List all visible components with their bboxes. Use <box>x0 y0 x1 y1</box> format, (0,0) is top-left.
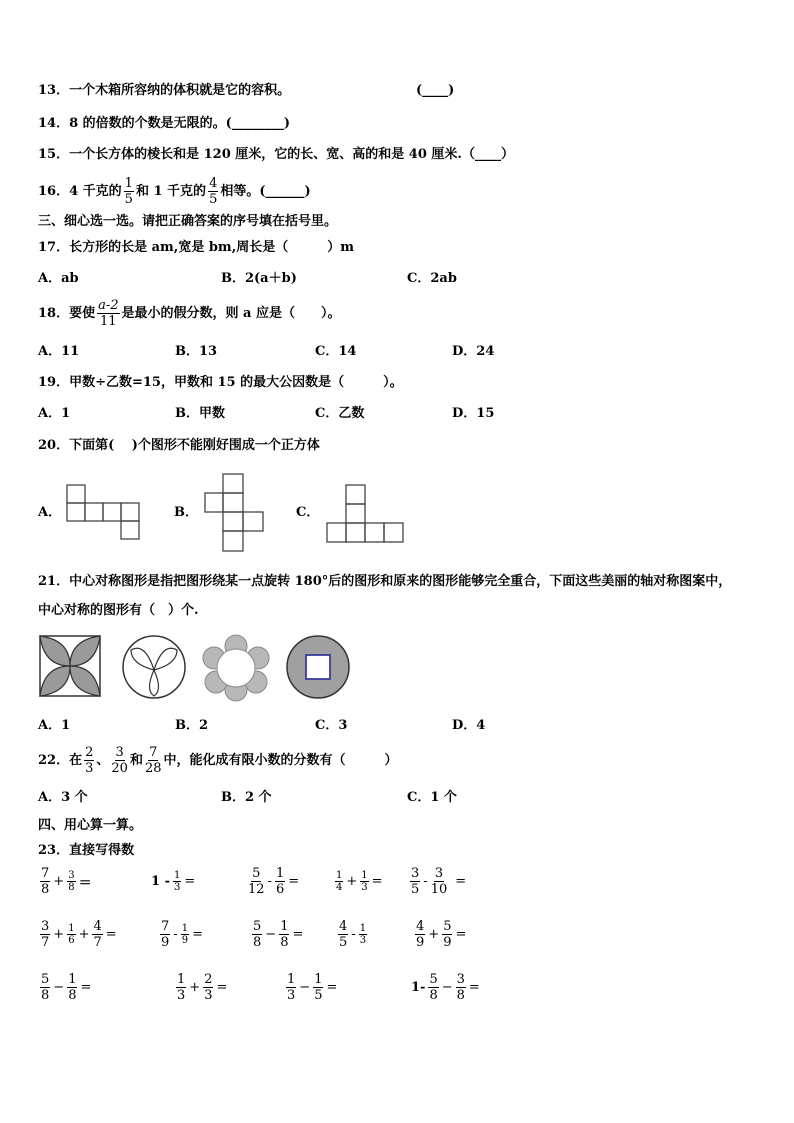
operator: − <box>53 980 65 995</box>
fraction <box>252 919 262 950</box>
question-text: 是最小的假分数，则 a 应是（ ）。 <box>121 305 341 321</box>
option-a: A．1 <box>38 406 71 421</box>
fraction <box>360 870 368 893</box>
denominator: 5 <box>339 935 348 950</box>
operator: 1 - <box>151 874 170 889</box>
operator: − <box>299 980 311 995</box>
option-d: D．15 <box>452 406 495 421</box>
question-text: 13．一个木箱所容纳的体积就是它的容积。 <box>38 83 291 98</box>
numerator: 1 <box>287 972 296 987</box>
operator: = <box>184 874 196 889</box>
numerator: 1 <box>68 923 75 934</box>
fraction <box>442 919 452 950</box>
question-21-line-2: 中心对称的图形有（ ）个. <box>38 603 199 618</box>
option-c: C．2ab <box>407 271 457 286</box>
fraction <box>67 972 77 1003</box>
fraction <box>40 866 50 897</box>
operator: + <box>346 874 358 889</box>
denominator: 8 <box>68 882 75 893</box>
fraction <box>145 745 162 776</box>
operator: = <box>80 980 92 995</box>
numerator: 3 <box>41 919 50 934</box>
fraction <box>160 919 170 950</box>
fraction <box>92 919 102 950</box>
numerator: 4 <box>209 176 218 191</box>
cube-net-a <box>66 484 142 540</box>
calc-expression <box>150 870 196 893</box>
option-a: A．1 <box>38 718 71 733</box>
calc-expression <box>284 972 338 1003</box>
numerator: 1 <box>314 972 323 987</box>
numerator: 3 <box>68 870 75 881</box>
denominator: 7 <box>41 935 50 950</box>
calc-expression <box>413 919 467 950</box>
numerator: 1 <box>177 972 186 987</box>
denominator: 8 <box>41 988 50 1003</box>
denominator: 5 <box>124 192 133 207</box>
calc-expression <box>336 919 369 950</box>
numerator: 3 <box>115 745 124 760</box>
numerator: 7 <box>149 745 158 760</box>
operator: ＝ <box>78 876 92 891</box>
numerator: 7 <box>161 919 170 934</box>
fraction <box>181 923 189 946</box>
three-petal-circle-figure <box>121 634 187 700</box>
denominator: 12 <box>248 882 265 897</box>
question-18 <box>38 298 341 329</box>
calc-expression <box>410 972 481 1003</box>
fraction <box>431 866 448 897</box>
question-text: 、 <box>96 752 110 768</box>
denominator: 8 <box>68 988 77 1003</box>
section-heading-3: 三、细心选一选。请把正确答案的序号填在括号里。 <box>38 214 338 229</box>
numerator: 2 <box>85 745 94 760</box>
operator: = <box>468 980 480 995</box>
operator: + <box>189 980 201 995</box>
option-b: B．2 个 <box>221 790 272 805</box>
calc-expression <box>250 919 304 950</box>
four-petal-square-figure <box>38 634 102 698</box>
operator: + <box>78 927 90 942</box>
option-b: B． <box>174 505 198 520</box>
denominator: 3 <box>85 761 94 776</box>
question-20: 20．下面第( )个图形不能刚好围成一个正方体 <box>38 438 320 453</box>
operator: - <box>173 927 178 942</box>
numerator: 5 <box>252 866 261 881</box>
option-b: B．甲数 <box>175 406 225 421</box>
question-19: 19．甲数÷乙数=15，甲数和 15 的最大公因数是（ ）。 <box>38 375 403 390</box>
fraction <box>40 919 50 950</box>
fraction <box>124 176 134 207</box>
numerator: 1 <box>336 870 343 881</box>
question-text: 18．要使 <box>38 305 96 321</box>
question-16 <box>38 176 311 207</box>
fraction <box>67 870 75 893</box>
question-23-title: 23．直接写得数 <box>38 843 135 858</box>
answer-blank: (____) <box>416 83 455 98</box>
option-d: D．4 <box>452 718 486 733</box>
numerator: 3 <box>456 972 465 987</box>
numerator: 4 <box>339 919 348 934</box>
numerator: 3 <box>411 866 420 881</box>
fraction <box>428 972 438 1003</box>
calc-expression <box>408 866 467 897</box>
operator: = <box>455 874 467 889</box>
denominator: 4 <box>336 882 343 893</box>
option-b: B．2 <box>175 718 209 733</box>
fraction <box>338 919 348 950</box>
operator: = <box>288 874 300 889</box>
numerator: 5 <box>253 919 262 934</box>
numerator: 5 <box>443 919 452 934</box>
question-13 <box>38 83 455 99</box>
denominator: 11 <box>100 314 117 329</box>
denominator: 20 <box>111 761 128 776</box>
denominator: 9 <box>416 935 425 950</box>
fraction <box>286 972 296 1003</box>
denominator: 9 <box>161 935 170 950</box>
option-c: C．1 个 <box>407 790 457 805</box>
fraction <box>84 745 94 776</box>
numerator: 1 <box>280 919 289 934</box>
coin-square-hole-figure <box>285 634 351 700</box>
denominator: 9 <box>443 935 452 950</box>
operator: + <box>428 927 440 942</box>
numerator: 5 <box>429 972 438 987</box>
question-21-line-1: 21．中心对称图形是指把图形绕某一点旋转 180°后的图形和原来的图形能够完全重合，下面这些美丽的轴对称图案中， <box>38 574 732 589</box>
operator: = <box>371 874 383 889</box>
cube-net-b <box>204 473 266 553</box>
denominator: 5 <box>411 882 420 897</box>
numerator: 5 <box>41 972 50 987</box>
option-a: A．ab <box>38 271 79 286</box>
numerator: 1 <box>361 870 368 881</box>
calc-expression <box>158 919 204 950</box>
denominator: 3 <box>204 988 213 1003</box>
question-text: 22．在 <box>38 752 83 768</box>
operator: = <box>455 927 467 942</box>
denominator: 3 <box>177 988 186 1003</box>
operator: = <box>292 927 304 942</box>
numerator: a-2 <box>98 298 119 313</box>
fraction <box>203 972 213 1003</box>
operator: − <box>265 927 277 942</box>
question-15: 15．一个长方体的棱长和是 120 厘米，它的长、宽、高的和是 40 厘米.（____） <box>38 147 514 162</box>
fraction <box>40 972 50 1003</box>
calc-expression <box>246 866 300 897</box>
denominator: 5 <box>314 988 323 1003</box>
numerator: 4 <box>93 919 102 934</box>
fraction <box>111 745 128 776</box>
denominator: 8 <box>253 935 262 950</box>
section-heading-4: 四、用心算一算。 <box>38 818 143 833</box>
question-14: 14．8 的倍数的个数是无限的。(________) <box>38 116 290 131</box>
question-text: 和 <box>129 752 143 768</box>
option-c: C．3 <box>315 718 348 733</box>
fraction <box>248 866 265 897</box>
operator: − <box>441 980 453 995</box>
operator: 1- <box>411 980 426 995</box>
numerator: 1 <box>181 923 189 934</box>
numerator: 1 <box>275 866 285 881</box>
operator: = <box>192 927 203 942</box>
numerator: 1 <box>359 923 367 934</box>
question-text: 16．4 千克的 <box>38 183 122 199</box>
numerator: 7 <box>41 866 50 881</box>
fraction <box>313 972 323 1003</box>
option-a: A．3 个 <box>38 790 88 805</box>
numerator: 1 <box>124 176 133 191</box>
numerator: 4 <box>416 919 425 934</box>
calc-expression <box>38 866 93 897</box>
numerator: 2 <box>204 972 213 987</box>
operator: = <box>105 927 117 942</box>
fraction <box>335 870 343 893</box>
denominator: 8 <box>280 935 289 950</box>
denominator: 5 <box>209 192 218 207</box>
fraction <box>410 866 420 897</box>
option-c: C．14 <box>315 344 357 359</box>
operator: + <box>53 927 65 942</box>
option-c: C． <box>296 505 320 520</box>
denominator: 10 <box>430 882 448 897</box>
fraction <box>176 972 186 1003</box>
option-a: A．11 <box>38 344 80 359</box>
denominator: 8 <box>41 882 50 897</box>
question-17: 17．长方形的长是 am,宽是 bm,周长是（ ）m <box>38 240 354 255</box>
calc-expression <box>174 972 228 1003</box>
denominator: 6 <box>275 882 285 897</box>
option-b: B．13 <box>175 344 218 359</box>
operator: - <box>423 874 428 889</box>
question-text: 和 1 千克的 <box>135 183 207 199</box>
operator: - <box>267 874 272 889</box>
numerator: 1 <box>173 870 181 881</box>
denominator: 7 <box>93 935 102 950</box>
calc-expression <box>333 870 384 893</box>
numerator: 3 <box>434 866 444 881</box>
denominator: 8 <box>456 988 465 1003</box>
denominator: 3 <box>359 935 367 946</box>
fraction <box>208 176 218 207</box>
operator: = <box>216 980 228 995</box>
denominator: 8 <box>429 988 438 1003</box>
question-text: 相等。(______) <box>220 183 311 199</box>
operator: = <box>326 980 338 995</box>
fraction <box>275 866 285 897</box>
operator: - <box>351 927 356 942</box>
fraction <box>456 972 466 1003</box>
option-c: C．乙数 <box>315 406 365 421</box>
fraction <box>97 298 119 329</box>
denominator: 6 <box>68 935 75 946</box>
flower-figure <box>202 634 270 700</box>
question-text: 中，能化成有限小数的分数有（ ） <box>163 752 398 768</box>
denominator: 9 <box>181 935 189 946</box>
calc-expression <box>38 919 118 950</box>
fraction <box>359 923 367 946</box>
fraction <box>67 923 75 946</box>
numerator: 1 <box>68 972 77 987</box>
denominator: 3 <box>361 882 368 893</box>
cube-net-c <box>326 484 406 544</box>
denominator: 28 <box>144 761 162 776</box>
fraction <box>173 870 181 893</box>
option-a: A． <box>38 505 62 520</box>
denominator: 3 <box>173 882 181 893</box>
denominator: 3 <box>287 988 296 1003</box>
calc-expression <box>38 972 92 1003</box>
option-b: B．2(a＋b) <box>221 271 297 286</box>
option-d: D．24 <box>452 344 495 359</box>
question-22 <box>38 745 398 776</box>
fraction <box>279 919 289 950</box>
operator: + <box>53 874 65 889</box>
fraction <box>415 919 425 950</box>
